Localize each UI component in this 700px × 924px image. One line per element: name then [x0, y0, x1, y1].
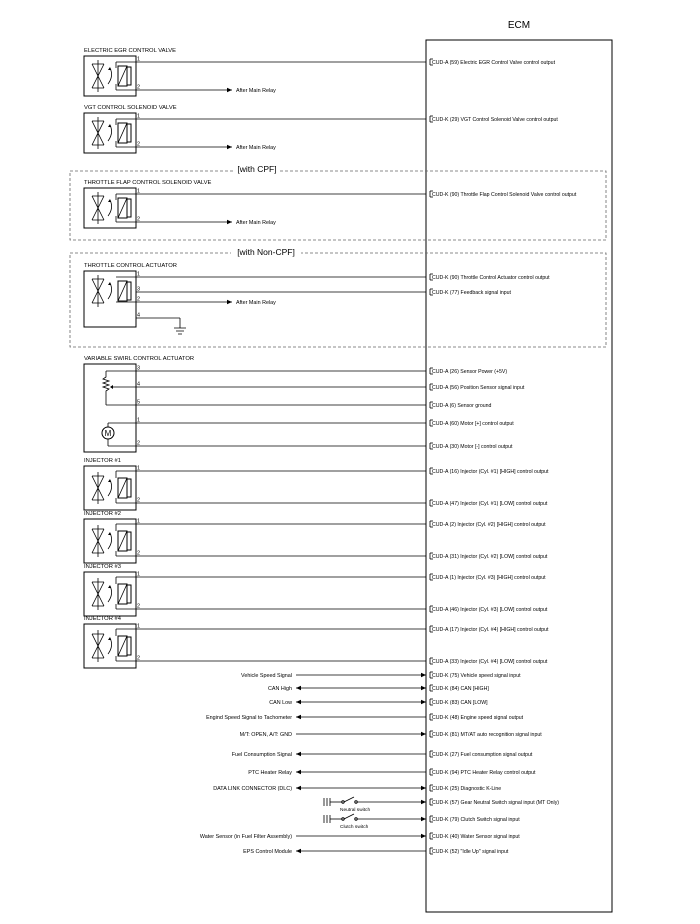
signal-label: M/T: OPEN, A/T: GND	[239, 732, 292, 738]
ecm-pin-label: CUD-K (27) Fuel consumption signal output	[432, 751, 533, 758]
arrow-head	[421, 673, 426, 677]
after-main-relay-label: After Main Relay	[236, 145, 276, 151]
signal-label: CAN Low	[269, 700, 292, 706]
motor-label: M	[104, 429, 112, 438]
signal-label: EPS Control Module	[243, 849, 292, 855]
ecm-pin-label: CUD-K (83) CAN [LOW]	[432, 699, 488, 706]
ecm-pin-label: CUD-K (90) Throttle Control Actuator control output	[432, 274, 550, 281]
group-label-non-cpf: [with Non-CPF]	[237, 247, 295, 257]
component-title: INJECTOR #1	[84, 458, 121, 464]
ecm-pin-label: CUD-K (48) Engine speed signal output	[432, 714, 524, 721]
ecm-pin-label: CUD-A (47) Injector (Cyl. #1) [LOW] control output	[432, 500, 548, 507]
arrow-head	[421, 834, 426, 838]
pin-number: 1	[137, 417, 140, 424]
pin-number: 2	[137, 655, 140, 662]
pin-number: 4	[137, 312, 140, 319]
pin-number: 2	[137, 141, 140, 148]
ecm-pin-label: CUD-A (60) Motor [+] control output	[432, 420, 514, 427]
ecm-pin-label: CUD-K (29) VGT Control Solenoid Valve control output	[432, 116, 558, 123]
pin-number: 1	[137, 465, 140, 472]
after-main-relay-label: After Main Relay	[236, 300, 276, 306]
ecm-pin-label: CUD-A (16) Injector (Cyl. #1) [HIGH] control output	[432, 468, 549, 475]
signal-label: PTC Heater Relay	[248, 770, 292, 776]
pin-number: 2	[137, 84, 140, 91]
ecm-pin-label: CUD-K (40) Water Sensor signal input	[432, 833, 520, 840]
arrow-head	[227, 220, 232, 224]
component-title: INJECTOR #2	[84, 511, 121, 517]
ecm-pin-label: CUD-A (6) Sensor ground	[432, 402, 492, 409]
arrow-head	[421, 686, 426, 690]
ground-icon	[174, 328, 186, 334]
arrow-head	[421, 786, 426, 790]
component-title: INJECTOR #3	[84, 564, 121, 570]
arrow-head	[227, 145, 232, 149]
ecm-pin-label: CUD-K (25) Diagnostic K-Line	[432, 785, 502, 792]
ecm-title: ECM	[507, 20, 531, 31]
pin-number: 2	[137, 216, 140, 223]
ecm-pin-label: CUD-A (59) Electric EGR Control Valve control output	[432, 59, 556, 66]
pin-number: 1	[137, 271, 140, 278]
pin-number: 1	[137, 518, 140, 525]
ecm-pin-label: CUD-K (75) Vehicle speed signal input	[432, 672, 521, 679]
pin-number: 2	[137, 603, 140, 610]
arrow-head	[296, 715, 301, 719]
arrow-head	[296, 752, 301, 756]
component-title: THROTTLE CONTROL ACTUATOR	[84, 263, 177, 269]
arrow-head	[421, 700, 426, 704]
ecm-pin-label: CUD-K (77) Feedback signal input	[432, 289, 512, 296]
ecm-pin-label: CUD-A (2) Injector (Cyl. #2) [HIGH] control output	[432, 521, 546, 528]
signal-label: CAN High	[268, 686, 292, 692]
ecm-pin-label: CUD-A (30) Motor [-] control output	[432, 443, 513, 450]
clutch-switch-icon	[324, 814, 357, 823]
arrow-head	[421, 732, 426, 736]
arrow-head	[421, 800, 426, 804]
signal-label: Vehicle Speed Signal	[241, 673, 292, 679]
pin-number: 2	[137, 296, 140, 303]
switch-label: Clutch switch	[340, 825, 369, 830]
pin-number: 2	[137, 550, 140, 557]
pin-number: 4	[137, 381, 140, 388]
ecm-pin-label: CUD-K (57) Gear Neutral Switch signal input (MT Only)	[432, 799, 560, 806]
ecm-pin-label: CUD-A (46) Injector (Cyl. #3) [LOW] control output	[432, 606, 548, 613]
ecm-pin-label: CUD-A (17) Injector (Cyl. #4) [HIGH] control output	[432, 626, 549, 633]
ecm-pin-label: CUD-K (81) MT/AT auto recognition signal input	[432, 731, 542, 738]
arrow-head	[296, 700, 301, 704]
pin-number: 2	[137, 497, 140, 504]
pin-number: 1	[137, 623, 140, 630]
ecm-pin-label: CUD-A (1) Injector (Cyl. #3) [HIGH] control output	[432, 574, 546, 581]
after-main-relay-label: After Main Relay	[236, 220, 276, 226]
component-title: INJECTOR #4	[84, 616, 121, 622]
arrow-head	[296, 770, 301, 774]
pin-number: 1	[137, 113, 140, 120]
pin-number: 3	[137, 365, 140, 372]
component-title: VGT CONTROL SOLENOID VALVE	[84, 105, 177, 111]
arrow-head	[296, 786, 301, 790]
ecm-box	[426, 40, 612, 912]
ecm-pin-label: CUD-K (94) PTC Heater Relay control output	[432, 769, 536, 776]
pin-number: 1	[137, 56, 140, 63]
signal-label: Engind Speed Signal to Tachometer	[206, 715, 292, 721]
ecm-pin-label: CUD-A (56) Position Sensor signal input	[432, 384, 525, 391]
signal-label: Water Sensor (in Fuel Filter Assembly)	[199, 834, 292, 840]
ecm-pin-label: CUD-A (31) Injector (Cyl. #2) [LOW] control output	[432, 553, 548, 560]
component-title: THROTTLE FLAP CONTROL SOLENOID VALVE	[84, 180, 212, 186]
arrow-head	[421, 817, 426, 821]
ecm-pin-label: CUD-K (52) "Idle Up" signal input	[432, 848, 509, 855]
pin-number: 5	[137, 399, 140, 406]
after-main-relay-label: After Main Relay	[236, 88, 276, 94]
component-title: ELECTRIC EGR CONTROL VALVE	[84, 48, 177, 54]
signal-label: Fuel Consumption Signal	[231, 752, 292, 758]
neutral-switch-icon	[324, 797, 357, 806]
arrow-head	[296, 686, 301, 690]
pin-number: 3	[137, 286, 140, 293]
component-title: VARIABLE SWIRL CONTROL ACTUATOR	[84, 356, 195, 362]
arrow-head	[227, 300, 232, 304]
pin-number: 1	[137, 571, 140, 578]
ecm-pin-label: CUD-A (33) Injector (Cyl. #4) [LOW] control output	[432, 658, 548, 665]
group-label-cpf: [with CPF]	[237, 164, 277, 174]
pin-number: 1	[137, 188, 140, 195]
ecm-pin-label: CUD-K (84) CAN [HIGH]	[432, 685, 489, 692]
switch-label: Neutral switch	[340, 808, 371, 813]
signal-label: DATA LINK CONNECTOR (DLC)	[213, 786, 292, 792]
ecm-pin-label: CUD-K (79) Clutch Switch signal input	[432, 816, 520, 823]
arrow-head	[296, 849, 301, 853]
pin-number: 2	[137, 440, 140, 447]
ecm-pin-label: CUD-K (90) Throttle Flap Control Solenoid Valve control output	[432, 191, 577, 198]
arrow-head	[227, 88, 232, 92]
ecm-pin-label: CUD-A (26) Sensor Power (+5V)	[432, 368, 508, 375]
